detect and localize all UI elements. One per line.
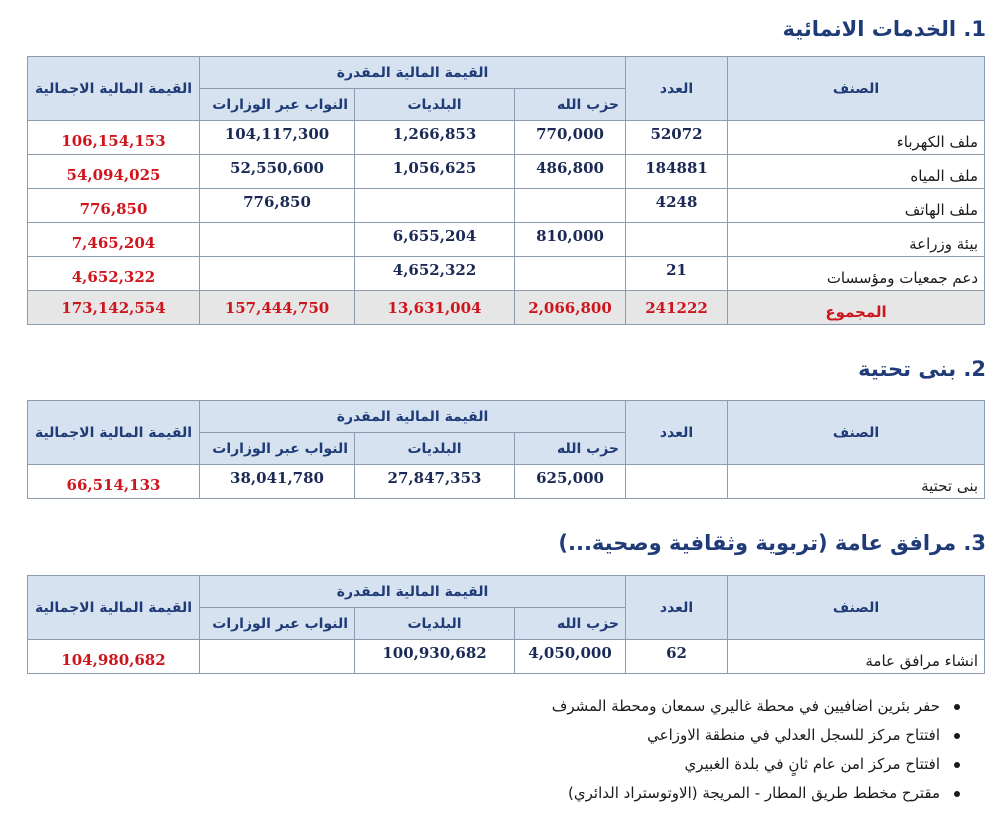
row-municipalities: 27,847,353 xyxy=(355,465,515,499)
header-deputies: النواب عبر الوزارات xyxy=(200,89,355,121)
row-deputies: 776,850 xyxy=(200,189,355,223)
table-row xyxy=(28,189,985,223)
table-public-facilities xyxy=(27,575,985,674)
header-count: العدد xyxy=(626,57,728,121)
header-municipalities: البلديات xyxy=(355,89,515,121)
sum-hezbollah: 2,066,800 xyxy=(515,291,626,325)
sum-municipalities: 13,631,004 xyxy=(355,291,515,325)
row-hezbollah: 810,000 xyxy=(515,223,626,257)
row-municipalities: 1,266,853 xyxy=(355,121,515,155)
header-count: العدد xyxy=(626,401,728,465)
row-municipalities: 1,056,625 xyxy=(355,155,515,189)
row-total: 7,465,204 xyxy=(28,223,200,257)
row-count: 184881 xyxy=(626,155,728,189)
row-category: انشاء مرافق عامة xyxy=(728,640,985,674)
section-title-development: 1. الخدمات الانمائية xyxy=(782,17,986,41)
bullet-dot-icon xyxy=(954,791,960,797)
header-hezbollah: حزب الله xyxy=(515,89,626,121)
row-hezbollah: 486,800 xyxy=(515,155,626,189)
header-estimated-value: القيمة المالية المقدرة xyxy=(200,576,626,608)
row-total: 66,514,133 xyxy=(28,465,200,499)
header-estimated-value: القيمة المالية المقدرة xyxy=(200,401,626,433)
table-infrastructure xyxy=(27,400,985,499)
row-municipalities: 100,930,682 xyxy=(355,640,515,674)
section-title-public-facilities: 3. مرافق عامة (تربوية وثقافية وصحية...) xyxy=(558,531,986,555)
sum-count: 241222 xyxy=(626,291,728,325)
bullet-dot-icon xyxy=(954,733,960,739)
sum-deputies: 157,444,750 xyxy=(200,291,355,325)
row-count xyxy=(626,465,728,499)
bullet-text: حفر بئرين اضافيين في محطة غاليري سمعان ومحطة المشرف xyxy=(551,697,940,715)
bullet-item xyxy=(552,692,958,721)
row-deputies: 38,041,780 xyxy=(200,465,355,499)
header-estimated-value: القيمة المالية المقدرة xyxy=(200,57,626,89)
header-total-value: القيمة المالية الاجمالية xyxy=(28,401,200,465)
row-municipalities: 6,655,204 xyxy=(355,223,515,257)
header-deputies: النواب عبر الوزارات xyxy=(200,433,355,465)
row-deputies xyxy=(200,257,355,291)
bullet-dot-icon xyxy=(954,704,960,710)
row-hezbollah xyxy=(515,257,626,291)
row-deputies: 104,117,300 xyxy=(200,121,355,155)
row-total: 104,980,682 xyxy=(28,640,200,674)
header-municipalities: البلديات xyxy=(355,433,515,465)
row-deputies xyxy=(200,640,355,674)
row-deputies xyxy=(200,223,355,257)
header-deputies: النواب عبر الوزارات xyxy=(200,608,355,640)
header-municipalities: البلديات xyxy=(355,608,515,640)
header-hezbollah: حزب الله xyxy=(515,608,626,640)
sum-label: المجموع xyxy=(728,291,985,325)
table-row xyxy=(28,155,985,189)
table-row xyxy=(28,257,985,291)
projects-bullet-list xyxy=(552,692,958,808)
row-deputies: 52,550,600 xyxy=(200,155,355,189)
row-hezbollah: 625,000 xyxy=(515,465,626,499)
row-municipalities xyxy=(355,189,515,223)
row-total: 106,154,153 xyxy=(28,121,200,155)
table-row xyxy=(28,223,985,257)
row-hezbollah: 770,000 xyxy=(515,121,626,155)
header-category: الصنف xyxy=(728,401,985,465)
bullet-text: افتتاح مركز للسجل العدلي في منطقة الاوزاعي xyxy=(647,726,940,744)
header-total-value: القيمة المالية الاجمالية xyxy=(28,576,200,640)
bullet-item xyxy=(552,721,958,750)
bullet-item xyxy=(552,779,958,808)
header-count: العدد xyxy=(626,576,728,640)
sum-row xyxy=(28,291,985,325)
row-category: ملف الهاتف xyxy=(728,189,985,223)
row-count: 21 xyxy=(626,257,728,291)
header-total-value: القيمة المالية الاجمالية xyxy=(28,57,200,121)
row-hezbollah xyxy=(515,189,626,223)
header-category: الصنف xyxy=(728,576,985,640)
table-row xyxy=(28,640,985,674)
row-total: 4,652,322 xyxy=(28,257,200,291)
row-total: 776,850 xyxy=(28,189,200,223)
row-category: ملف المياه xyxy=(728,155,985,189)
bullet-dot-icon xyxy=(954,762,960,768)
bullet-text: افتتاح مركز امن عام ثانٍ في بلدة الغبيري xyxy=(684,755,940,773)
row-count: 62 xyxy=(626,640,728,674)
row-category: بيئة وزراعة xyxy=(728,223,985,257)
bullet-item xyxy=(552,750,958,779)
row-count xyxy=(626,223,728,257)
row-hezbollah: 4,050,000 xyxy=(515,640,626,674)
row-category: ملف الكهرباء xyxy=(728,121,985,155)
row-category: دعم جمعيات ومؤسسات xyxy=(728,257,985,291)
row-municipalities: 4,652,322 xyxy=(355,257,515,291)
section-title-infrastructure: 2. بنى تحتية xyxy=(858,357,986,381)
header-hezbollah: حزب الله xyxy=(515,433,626,465)
table-row xyxy=(28,121,985,155)
bullet-text: مقترح مخطط طريق المطار - المريجة (الاوتوستراد الدائري) xyxy=(568,784,940,802)
row-count: 52072 xyxy=(626,121,728,155)
table-development-services xyxy=(27,56,985,325)
row-total: 54,094,025 xyxy=(28,155,200,189)
row-count: 4248 xyxy=(626,189,728,223)
sum-total: 173,142,554 xyxy=(28,291,200,325)
table-row xyxy=(28,465,985,499)
row-category: بنى تحتية xyxy=(728,465,985,499)
header-category: الصنف xyxy=(728,57,985,121)
